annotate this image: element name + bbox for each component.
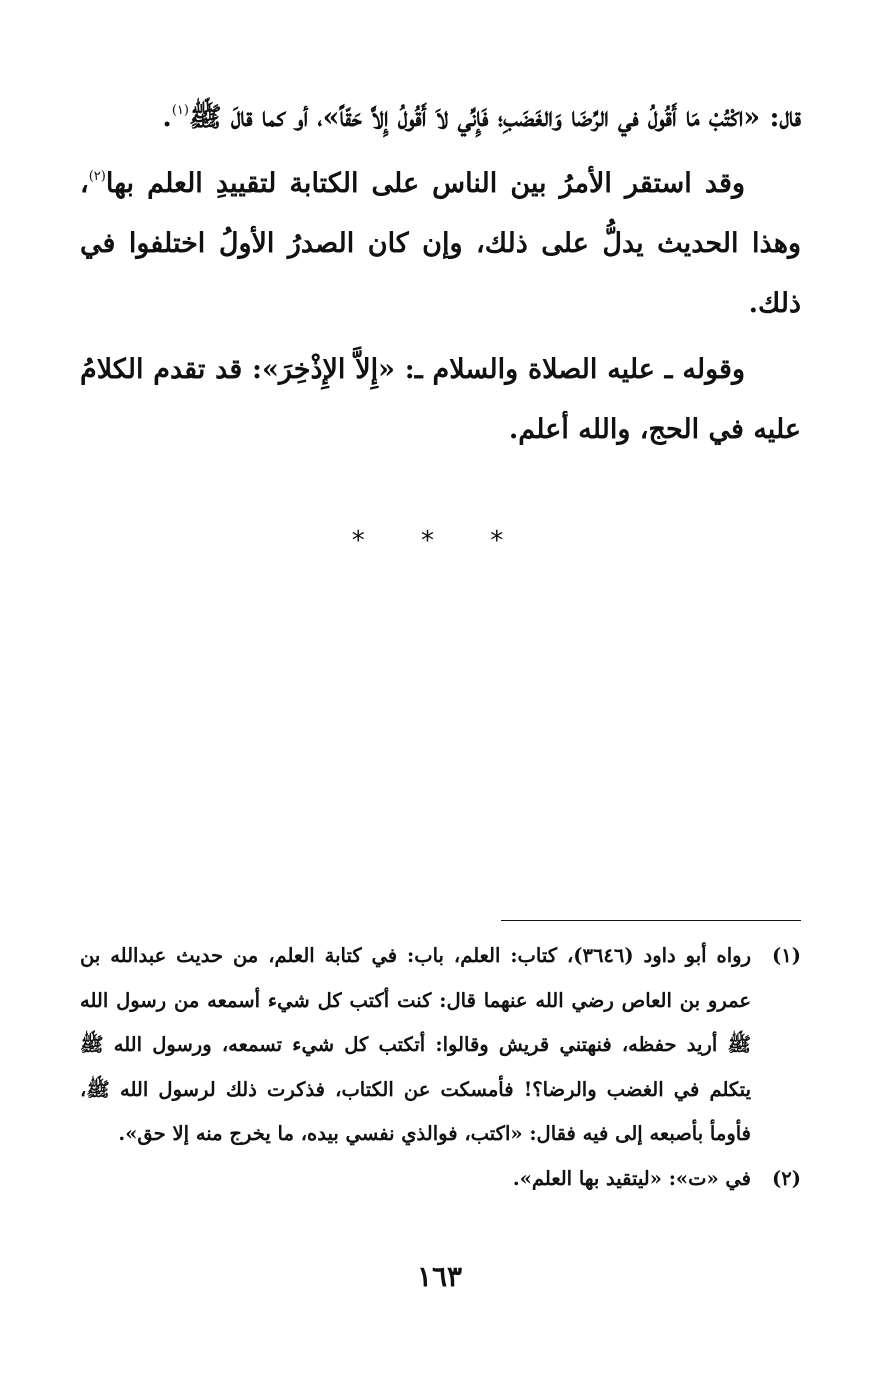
- paragraph-writing-text-b: ، وهذا الحديث يدلُّ على ذلك، وإن كان الصدرُ الأولُ اختلفوا في ذلك.: [80, 168, 801, 319]
- paragraph-writing-text-a: وقد استقر الأمرُ بين الناس على الكتابة لتقييدِ العلم بها: [105, 168, 745, 199]
- paragraph-idhkhir: وقوله ـ عليه الصلاة والسلام ـ: «إِلاَّ الإِذْخِرَ»: قد تقدم الكلامُ عليه في الحج، والله أعلم.: [80, 354, 801, 445]
- footnote-1-text: رواه أبو داود (٣٦٤٦)، كتاب: العلم، باب: في كتابة العلم، من حديث عبدالله بن عمرو بن العاص رضي الله عنهما قال: كنت أكتب كل شيء أسمعه من رسول الله ﷺ أريد حفظه، فنهتني قريش وقالوا: أتكتب كل شيء تسمعه، ورسول الله ﷺ يتكلم في الغضب والرضا؟! فأمسكت عن الكتاب، فذكرت ذلك لرسول الله ﷺ، فأومأ بأصبعه إلى فيه فقال: «اكتب، فوالذي نفسي بيده، ما يخرج منه إلا حق».: [80, 944, 751, 1145]
- footnote-2-text: في «ت»: «ليتقيد بها العلم».: [512, 1166, 751, 1190]
- footnote-1-number: (١): [772, 944, 801, 967]
- footnotes: [80, 934, 801, 1201]
- footnote-divider: [501, 920, 801, 921]
- page-number: ١٦٣: [416, 1260, 463, 1293]
- paragraph-quote: [80, 88, 801, 148]
- footnote-ref-1[interactable]: (١): [171, 103, 189, 118]
- footnote-2-number: (٢): [772, 1166, 801, 1190]
- section-separator: * * *: [351, 526, 528, 556]
- paragraph-quote-text: قال: «اكْتُبْ مَا أَقُولُ في الرِّضَا وَالغَضَبِ؛ فَإِنِّي لاَ أَقُولُ إِلاَّ حَقّاً»، أو كما قالَ ﷺ: [188, 102, 801, 133]
- paragraph-quote-end: .: [162, 102, 172, 133]
- main-text: [80, 88, 801, 466]
- footnote-1: [80, 934, 801, 1157]
- footnote-ref-2[interactable]: (٢): [88, 169, 106, 184]
- paragraph-writing: [80, 154, 801, 334]
- footnote-2: [80, 1157, 801, 1202]
